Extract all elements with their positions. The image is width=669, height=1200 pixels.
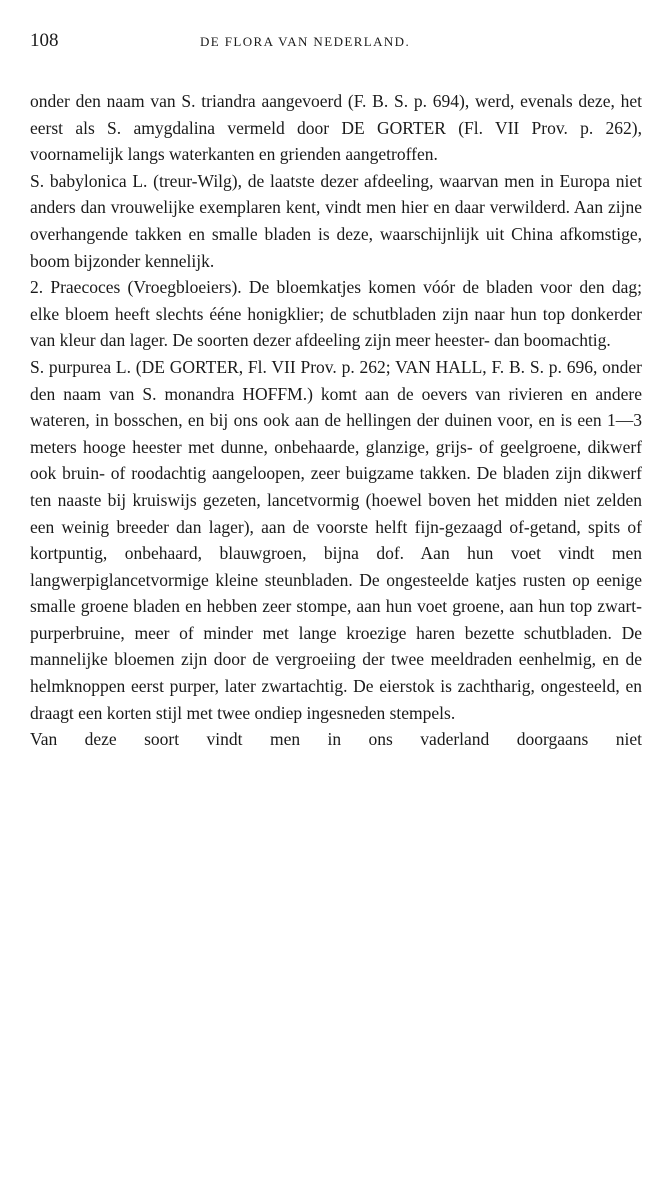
paragraph-salix-purpurea: S. purpurea L. (DE GORTER, Fl. VII Prov. p. 262; VAN HALL, F. B. S. p. 696, onder den naam van S. monandra HOFFM.) komt aan de oevers van rivieren en andere wateren, in bosschen, en bij ons ook aan de hellingen der duinen voor, en is een 1—3 meters hooge heester met dunne, onbehaarde, glanzige, grijs- of geelgroene, dikwerf ook bruin- of roodachtig aangeloopen, zeer buigzame takken. De bladen zijn dikwerf ten naaste bij kruiswijs gezeten, lancetvormig (hoewel boven het midden niet zelden een weinig breeder dan lager), aan de voorste helft fijn-gezaagd of-getand, spits of kortpuntig, onbehaard, blauwgroen, bijna dof. Aan hun voet vindt men langwerpiglancetvormige kleine steunbladen. De ongesteelde katjes rusten op eenige smalle groene bladen en hebben zeer stompe, aan hun voet groene, aan hun top zwart-purperbruine, meer of minder met lange kroezige haren bezette schutbladen. De mannelijke bloemen zijn door de vergroeiing der twee meeldraden eenhelmig, en de helmknoppen eerst purper, later zwartachtig. De eierstok is zachtharig, ongesteeld, en draagt een korten stijl met twee ondiep ingesneden stempels. (30, 356, 642, 723)
paragraph-closing-line: Van deze soort vindt men in ons vaderland doorgaans niet (30, 729, 642, 750)
paragraph-praecoces: 2. Praecoces (Vroegbloeiers). De bloemkatjes komen vóór de bladen voor den dag; elke bloem heeft slechts ééne honigklier; de schutbladen zijn naar hun top donkerder van kleur dan lager. De soorten dezer afdeeling zijn meer heester- dan boomachtig. (30, 277, 642, 351)
page-number: 108 (30, 30, 59, 51)
paragraph-salix-babylonica: S. babylonica L. (treur-Wilg), de laatste dezer afdeeling, waarvan men in Europa niet anders dan vrouwelijke exemplaren kent, vindt men hier en daar verwilderd. Aan zijne overhangende takken en smalle bladen is deze, waarschijnlijk uit China afkomstige, boom bijzonder kennelijk. (30, 170, 642, 271)
page-header (30, 30, 642, 60)
body-text (30, 88, 642, 753)
running-title: DE FLORA VAN NEDERLAND. (200, 34, 411, 49)
book-page (30, 30, 642, 753)
paragraph-continued: onder den naam van S. triandra aangevoerd (F. B. S. p. 694), werd, evenals deze, het eerst als S. amygdalina vermeld door DE GORTER (Fl. VII Prov. p. 262), voornamelijk langs waterkanten en grienden aangetroffen. (30, 91, 642, 165)
